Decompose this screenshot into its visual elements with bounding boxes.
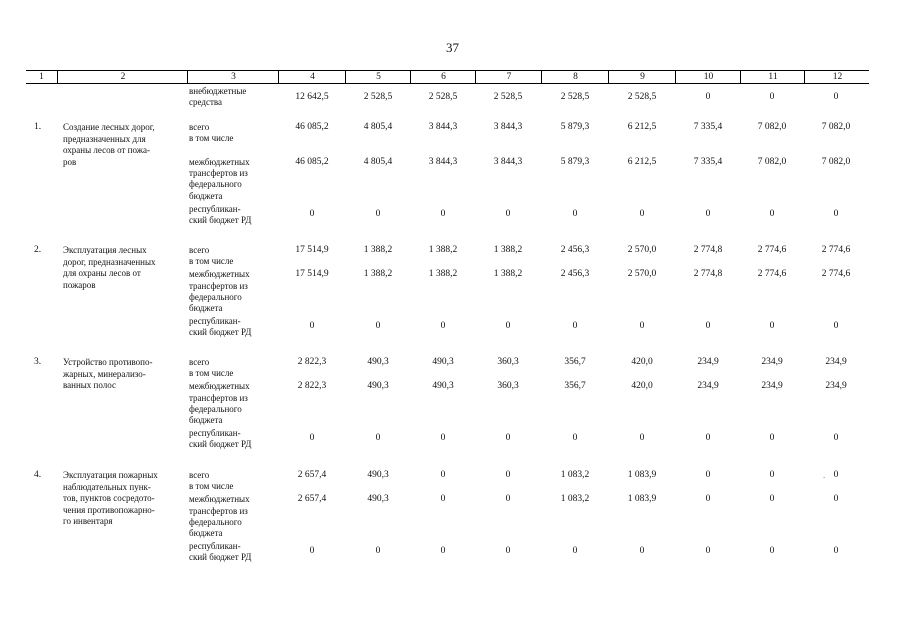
section-4-republic-value-col-8: 0 — [572, 546, 578, 557]
section-3-republic-value-col-7: 0 — [505, 433, 511, 444]
section-1-federal-value-col-12: 7 082,0 — [821, 157, 851, 167]
section-3-republic-value-col-10: 0 — [705, 433, 711, 444]
section-2-federal-label: межбюджетных трансфертов из федерального бюджета — [189, 269, 250, 313]
section-4-federal-value-col-10: 0 — [705, 494, 711, 505]
section-3-total-value-col-4: 2 822,3 — [297, 357, 327, 367]
section-3-federal-value-col-10: 234,9 — [697, 381, 719, 392]
section-1-total-value-col-6: 3 844,3 — [428, 122, 458, 132]
page-number: 37 — [446, 40, 459, 55]
section-1-total-value-col-12: 7 082,0 — [821, 122, 851, 132]
section-1-republic-value-col-12: 0 — [833, 208, 839, 219]
section-2-total-value-col-9: 2 570,0 — [627, 245, 657, 255]
section-1-republic-value-col-4: 0 — [309, 208, 315, 219]
column-header-9: 9 — [608, 71, 676, 83]
section-3-federal-value-col-12: 234,9 — [825, 381, 847, 392]
column-header-3: 3 — [187, 71, 279, 83]
section-4-total-value-col-12: 0 — [833, 470, 839, 480]
section-3-number: 3. — [34, 357, 42, 367]
section-1-republic-value-col-7: 0 — [505, 208, 511, 219]
section-2-federal-value-col-10: 2 774,8 — [693, 269, 723, 280]
section-2-republic-value-col-6: 0 — [440, 321, 446, 332]
section-3-republic-value-col-6: 0 — [440, 433, 446, 444]
section-3-republic-value-col-11: 0 — [769, 433, 775, 444]
section-4-republic-value-col-12: 0 — [833, 546, 839, 557]
section-3-federal-label: межбюджетных трансфертов из федерального бюджета — [189, 381, 250, 425]
column-header-6: 6 — [410, 71, 476, 83]
section-1-title: Создание лесных дорог, предназначенных для охраны лесов от пожа- ров — [63, 122, 155, 167]
section-4-republic-value-col-4: 0 — [309, 546, 315, 557]
section-2-federal-value-col-11: 2 774,6 — [757, 269, 787, 280]
section-2-total-value-col-7: 1 388,2 — [493, 245, 523, 255]
section-2-total-value-col-11: 2 774,6 — [757, 245, 787, 255]
section-2-total-value-col-12: 2 774,6 — [821, 245, 851, 255]
section-1-number: 1. — [34, 122, 42, 132]
carry-row-value-col-5: 2 528,5 — [363, 92, 393, 102]
column-header-11: 11 — [740, 71, 805, 83]
section-1-federal-value-col-10: 7 335,4 — [693, 157, 723, 167]
carry-row-value-col-4: 12 642,5 — [295, 92, 329, 102]
section-3-total-label: всего — [189, 357, 210, 367]
carry-row-value-col-7: 2 528,5 — [493, 92, 523, 102]
carry-row-label: внебюджетные средства — [189, 86, 247, 108]
section-4-number: 4. — [34, 470, 42, 480]
section-4-republic-value-col-11: 0 — [769, 546, 775, 557]
section-4-total-value-col-8: 1 083,2 — [560, 470, 590, 480]
section-1-federal-label: межбюджетных трансфертов из федерального бюджета — [189, 157, 250, 201]
section-1-total-value-col-10: 7 335,4 — [693, 122, 723, 132]
column-header-5: 5 — [345, 71, 411, 83]
section-3-total-value-col-12: 234,9 — [825, 357, 847, 367]
section-2-total-value-col-4: 17 514,9 — [295, 245, 329, 255]
section-3-republic-value-col-12: 0 — [833, 433, 839, 444]
section-4-federal-value-col-9: 1 083,9 — [627, 494, 657, 505]
section-2-federal-value-col-12: 2 774,6 — [821, 269, 851, 280]
section-4-republic-value-col-7: 0 — [505, 546, 511, 557]
section-2-federal-value-col-8: 2 456,3 — [560, 269, 590, 280]
section-3-federal-value-col-11: 234,9 — [761, 381, 783, 392]
section-4-republic-value-col-5: 0 — [375, 546, 381, 557]
column-header-1: 1 — [39, 72, 44, 82]
section-1-republic-label: республикан- ский бюджет РД — [189, 203, 252, 225]
section-3-republic-label: республикан- ский бюджет РД — [189, 428, 252, 450]
section-3-republic-value-col-9: 0 — [639, 433, 645, 444]
carry-row-value-col-10: 0 — [705, 92, 711, 102]
section-2-federal-value-col-9: 2 570,0 — [627, 269, 657, 280]
section-1-republic-value-col-9: 0 — [639, 208, 645, 219]
section-1-federal-value-col-4: 46 085,2 — [295, 157, 329, 167]
section-4-federal-value-col-12: 0 — [833, 494, 839, 505]
column-header-12: 12 — [804, 71, 870, 83]
column-header-7: 7 — [475, 71, 542, 83]
column-header-row — [26, 70, 869, 84]
section-3-total-value-col-10: 234,9 — [697, 357, 719, 367]
section-2-republic-value-col-9: 0 — [639, 321, 645, 332]
section-1-federal-value-col-8: 5 879,3 — [560, 157, 590, 167]
section-2-incl-label: в том числе — [189, 256, 234, 267]
section-2-total-value-col-5: 1 388,2 — [363, 245, 393, 255]
section-4-republic-label: республикан- ский бюджет РД — [189, 541, 252, 563]
section-4-republic-value-col-6: 0 — [440, 546, 446, 557]
section-4-total-value-col-10: 0 — [705, 470, 711, 480]
section-4-republic-value-col-10: 0 — [705, 546, 711, 557]
section-1-republic-value-col-11: 0 — [769, 208, 775, 219]
section-3-total-value-col-7: 360,3 — [497, 357, 519, 367]
section-3-incl-label: в том числе — [189, 368, 234, 379]
section-4-total-value-col-6: 0 — [440, 470, 446, 480]
section-2-republic-label: республикан- ский бюджет РД — [189, 316, 252, 338]
section-2-total-value-col-6: 1 388,2 — [428, 245, 458, 255]
section-2-republic-value-col-4: 0 — [309, 321, 315, 332]
section-4-total-label: всего — [189, 470, 210, 480]
section-2-federal-value-col-4: 17 514,9 — [295, 269, 329, 280]
section-4-federal-value-col-5: 490,3 — [367, 494, 389, 505]
section-1-federal-value-col-7: 3 844,3 — [493, 157, 523, 167]
section-3-total-value-col-8: 356,7 — [564, 357, 586, 367]
carry-row-value-col-12: 0 — [833, 92, 839, 102]
section-3-federal-value-col-4: 2 822,3 — [297, 381, 327, 392]
section-3-total-value-col-5: 490,3 — [367, 357, 389, 367]
section-4-incl-label: в том числе — [189, 481, 234, 492]
column-header-2: 2 — [57, 71, 188, 83]
carry-row-value-col-9: 2 528,5 — [627, 92, 657, 102]
section-1-federal-value-col-11: 7 082,0 — [757, 157, 787, 167]
section-2-republic-value-col-11: 0 — [769, 321, 775, 332]
section-1-total-value-col-9: 6 212,5 — [627, 122, 657, 132]
section-4-federal-label: межбюджетных трансфертов из федерального бюджета — [189, 494, 250, 538]
section-3-republic-value-col-4: 0 — [309, 433, 315, 444]
carry-row-value-col-8: 2 528,5 — [560, 92, 590, 102]
section-3-federal-value-col-7: 360,3 — [497, 381, 519, 392]
section-2-title: Эксплуатация лесных дорог, предназначенных для охраны лесов от пожаров — [63, 245, 156, 290]
section-3-total-value-col-9: 420,0 — [631, 357, 653, 367]
section-2-total-label: всего — [189, 245, 210, 255]
section-1-republic-value-col-8: 0 — [572, 208, 578, 219]
section-2-federal-value-col-6: 1 388,2 — [428, 269, 458, 280]
section-3-federal-value-col-5: 490,3 — [367, 381, 389, 392]
section-1-federal-value-col-9: 6 212,5 — [627, 157, 657, 167]
section-4-title: Эксплуатация пожарных наблюдательных пунк- тов, пунктов сосредото- чения противопожарно- го инвентаря — [63, 470, 158, 527]
section-1-republic-value-col-5: 0 — [375, 208, 381, 219]
section-1-total-label: всего — [189, 122, 210, 132]
section-1-total-value-col-8: 5 879,3 — [560, 122, 590, 132]
section-2-republic-value-col-12: 0 — [833, 321, 839, 332]
column-header-10: 10 — [675, 71, 741, 83]
section-4-total-value-col-9: 1 083,9 — [627, 470, 657, 480]
section-4-federal-value-col-7: 0 — [505, 494, 511, 505]
section-4-total-value-col-4: 2 657,4 — [297, 470, 327, 480]
section-4-federal-value-col-6: 0 — [440, 494, 446, 505]
section-2-total-value-col-8: 2 456,3 — [560, 245, 590, 255]
section-3-title: Устройство противопо- жарных, минерализо- ванных полос — [63, 357, 153, 391]
section-4-total-value-col-11: 0 — [769, 470, 775, 480]
section-3-total-value-col-6: 490,3 — [432, 357, 454, 367]
section-3-republic-value-col-8: 0 — [572, 433, 578, 444]
section-3-federal-value-col-6: 490,3 — [432, 381, 454, 392]
section-1-republic-value-col-10: 0 — [705, 208, 711, 219]
section-4-total-value-col-5: 490,3 — [367, 470, 389, 480]
section-4-federal-value-col-8: 1 083,2 — [560, 494, 590, 505]
section-3-total-value-col-11: 234,9 — [761, 357, 783, 367]
section-2-number: 2. — [34, 245, 42, 255]
column-header-8: 8 — [541, 71, 609, 83]
section-1-incl-label: в том числе — [189, 133, 234, 144]
section-1-total-value-col-4: 46 085,2 — [295, 122, 329, 132]
section-3-federal-value-col-8: 356,7 — [564, 381, 586, 392]
section-1-federal-value-col-5: 4 805,4 — [363, 157, 393, 167]
scan-speck: . — [823, 470, 826, 480]
section-3-republic-value-col-5: 0 — [375, 433, 381, 444]
carry-row-value-col-11: 0 — [769, 92, 775, 102]
section-2-republic-value-col-5: 0 — [375, 321, 381, 332]
section-1-total-value-col-11: 7 082,0 — [757, 122, 787, 132]
section-4-total-value-col-7: 0 — [505, 470, 511, 480]
section-2-total-value-col-10: 2 774,8 — [693, 245, 723, 255]
section-1-total-value-col-5: 4 805,4 — [363, 122, 393, 132]
section-1-republic-value-col-6: 0 — [440, 208, 446, 219]
column-header-4: 4 — [278, 71, 346, 83]
section-2-republic-value-col-7: 0 — [505, 321, 511, 332]
section-1-federal-value-col-6: 3 844,3 — [428, 157, 458, 167]
section-4-federal-value-col-11: 0 — [769, 494, 775, 505]
carry-row-value-col-6: 2 528,5 — [428, 92, 458, 102]
section-2-federal-value-col-7: 1 388,2 — [493, 269, 523, 280]
section-2-republic-value-col-10: 0 — [705, 321, 711, 332]
section-4-republic-value-col-9: 0 — [639, 546, 645, 557]
section-3-federal-value-col-9: 420,0 — [631, 381, 653, 392]
section-2-federal-value-col-5: 1 388,2 — [363, 269, 393, 280]
section-4-federal-value-col-4: 2 657,4 — [297, 494, 327, 505]
section-1-total-value-col-7: 3 844,3 — [493, 122, 523, 132]
section-2-republic-value-col-8: 0 — [572, 321, 578, 332]
